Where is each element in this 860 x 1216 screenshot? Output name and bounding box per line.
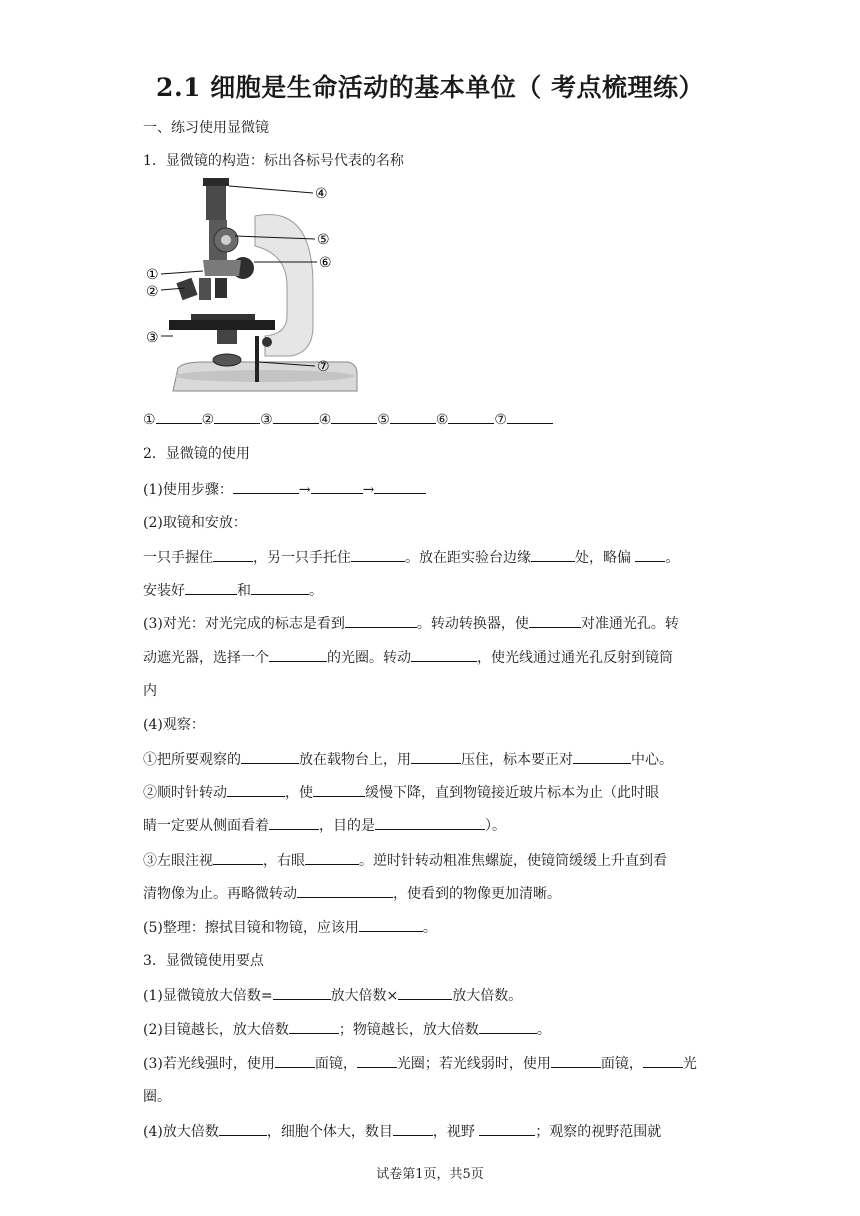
answer-mark-6: ⑥ (435, 412, 449, 428)
text: 对准通光孔。转 (580, 616, 679, 632)
answer-mark-4: ④ (318, 412, 332, 428)
stage-clips (191, 314, 255, 320)
question-2-heading: 2．显微镜的使用 (143, 446, 250, 462)
text: (3)对光：对光完成的标志是看到 (143, 616, 345, 632)
text: ，细胞个体大，数目 (266, 1124, 393, 1140)
blank[interactable] (479, 1019, 537, 1034)
answer-blank-4[interactable] (331, 409, 377, 424)
label-3: ③ (146, 330, 159, 346)
text: ，右眼 (263, 853, 305, 869)
text: ；物镜越长，放大倍数 (338, 1022, 479, 1038)
text: ③左眼注视 (143, 853, 213, 869)
label-7: ⑦ (317, 359, 330, 375)
q2-take-line-1 (143, 547, 679, 568)
eyepiece (206, 182, 226, 220)
answer-blank-2[interactable] (214, 409, 260, 424)
text: 。放在距实验台边缘 (405, 550, 531, 566)
blank[interactable] (269, 815, 319, 830)
text: 。转动转换器，使 (416, 616, 529, 632)
blank[interactable] (213, 850, 263, 865)
text: 动遮光器，选择一个 (143, 650, 269, 666)
microscope-arm (255, 214, 313, 356)
q2-light-line-1 (143, 613, 679, 634)
section-heading: 一、练习使用显微镜 (143, 120, 269, 136)
blank[interactable] (233, 479, 299, 494)
answer-mark-1: ① (143, 412, 156, 428)
q2-take-line-2 (143, 580, 323, 601)
text: (2)目镜越长，放大倍数 (143, 1022, 289, 1038)
text: 睛一定要从侧面看着 (143, 818, 269, 834)
q1-answer-row (143, 409, 553, 430)
text: (5)整理：擦拭目镜和物镜，应该用 (143, 920, 359, 936)
text: 光圈；若光线弱时，使用 (396, 1056, 551, 1072)
stage (169, 320, 275, 330)
answer-blank-6[interactable] (448, 409, 494, 424)
blank[interactable] (311, 479, 363, 494)
text: ，使看到的物像更加清晰。 (393, 886, 561, 902)
blank[interactable] (411, 647, 477, 662)
answer-blank-7[interactable] (507, 409, 553, 424)
mirror (213, 354, 241, 366)
text: 安装好 (143, 583, 185, 599)
q2-subheading-observe: (4)观察： (143, 717, 205, 733)
objective-1 (176, 278, 197, 300)
pillar (255, 336, 259, 382)
text: ，目的是 (319, 818, 375, 834)
text: 。 (536, 1022, 551, 1038)
blank[interactable] (241, 749, 299, 764)
text: ②顺时针转动 (143, 785, 227, 801)
q3-line-4 (143, 1121, 661, 1142)
blank[interactable] (219, 1121, 267, 1136)
answer-mark-7: ⑦ (494, 412, 507, 428)
q3-line-3b: 圈。 (143, 1089, 171, 1105)
text: ；观察的视野范围就 (535, 1124, 662, 1140)
blank[interactable] (643, 1053, 683, 1068)
text: 缓慢下降，直到物镜接近玻片标本为止（此时眼 (365, 785, 659, 801)
answer-mark-5: ⑤ (377, 412, 390, 428)
text: 压住，标本要正对 (461, 752, 573, 768)
text: (1)显微镜放大倍数= (143, 988, 273, 1004)
q2-cleanup (143, 917, 437, 938)
leader-4 (229, 186, 313, 193)
q3-line-3a (143, 1053, 697, 1074)
blank[interactable] (529, 613, 581, 628)
text: ①把所要观察的 (143, 752, 241, 768)
q2-light-line-2 (143, 647, 673, 668)
microscope-diagram (143, 176, 373, 404)
text: 。逆时针转动粗准焦螺旋，使镜筒缓缓上升直到看 (359, 853, 667, 869)
text: 处，略偏 (575, 550, 631, 566)
text: (3)若光线强时，使用 (143, 1056, 275, 1072)
blank[interactable] (573, 749, 631, 764)
q3-line-1 (143, 985, 522, 1006)
text: 放大倍数× (330, 988, 399, 1004)
q3-line-2 (143, 1019, 551, 1040)
answer-mark-3: ③ (260, 412, 273, 428)
label-2: ② (146, 284, 159, 300)
page-title: 2.1 细胞是生命活动的基本单位（ 考点梳理练） (156, 73, 704, 102)
objective-3 (215, 278, 227, 298)
q2-observe-2b (143, 815, 506, 836)
text: 放大倍数。 (452, 988, 523, 1004)
answer-blank-5[interactable] (390, 409, 436, 424)
text: 和 (237, 583, 251, 599)
blank[interactable] (297, 883, 393, 898)
text: 放在载物台上，用 (299, 752, 411, 768)
coarse-knob-center (221, 235, 231, 245)
question-1-heading: 1．显微镜的构造：标出各标号代表的名称 (143, 153, 404, 169)
label-4: ④ (315, 186, 328, 202)
blank[interactable] (411, 749, 461, 764)
blank[interactable] (531, 547, 575, 562)
text: ）。 (485, 818, 506, 834)
label-6: ⑥ (319, 255, 332, 271)
text: 。 (309, 583, 323, 599)
nosepiece (203, 260, 241, 276)
answer-blank-1[interactable] (156, 409, 202, 424)
text: 一只手握住 (143, 550, 213, 566)
label-1: ① (146, 267, 159, 283)
q2-light-line-3: 内 (143, 683, 157, 699)
page-footer: 试卷第1页，共5页 (376, 1167, 484, 1182)
text: 清物像为止。再略微转动 (143, 886, 297, 902)
text: ，另一只手托住 (253, 550, 351, 566)
blank[interactable] (398, 985, 452, 1000)
blank[interactable] (227, 782, 285, 797)
blank[interactable] (305, 850, 359, 865)
arrow: → (298, 482, 311, 498)
blank[interactable] (375, 815, 485, 830)
blank[interactable] (289, 1019, 339, 1034)
text: 的光圈。转动 (327, 650, 411, 666)
text: 面镜， (314, 1056, 357, 1072)
blank[interactable] (269, 647, 327, 662)
text: 。 (422, 920, 437, 936)
text: (4)放大倍数 (143, 1124, 219, 1140)
blank[interactable] (313, 782, 365, 797)
small-knob (262, 337, 272, 347)
blank[interactable] (251, 580, 309, 595)
blank[interactable] (351, 547, 405, 562)
objective-2 (199, 278, 211, 300)
label-5: ⑤ (317, 232, 330, 248)
blank[interactable] (185, 580, 237, 595)
blank[interactable] (551, 1053, 601, 1068)
blank[interactable] (275, 1053, 315, 1068)
text: 光 (682, 1056, 697, 1072)
blank[interactable] (359, 917, 423, 932)
eyepiece-top (203, 178, 229, 186)
text: 面镜， (600, 1056, 643, 1072)
blank[interactable] (393, 1121, 433, 1136)
diaphragm (217, 330, 237, 344)
text: ，使 (285, 785, 313, 801)
blank[interactable] (345, 613, 417, 628)
text: ，使光线通过通光孔反射到镜筒 (477, 650, 673, 666)
q2-observe-2a (143, 782, 659, 803)
q2-observe-3b (143, 883, 561, 904)
text: 中心。 (631, 752, 673, 768)
blank[interactable] (635, 547, 665, 562)
leader-1 (161, 271, 203, 274)
text: (1)使用步骤： (143, 482, 233, 498)
question-3-heading: 3．显微镜使用要点 (143, 953, 264, 969)
answer-mark-2: ② (201, 412, 215, 428)
arrow: → (362, 482, 375, 498)
blank[interactable] (273, 985, 331, 1000)
q2-subheading-take: (2)取镜和安放： (143, 515, 247, 531)
blank[interactable] (479, 1121, 535, 1136)
blank[interactable] (357, 1053, 397, 1068)
blank[interactable] (374, 479, 426, 494)
text: 。 (665, 550, 680, 566)
text: ，视野 (432, 1124, 475, 1140)
blank[interactable] (213, 547, 253, 562)
answer-blank-3[interactable] (273, 409, 319, 424)
q2-steps (143, 479, 426, 500)
q2-observe-3a (143, 850, 667, 871)
q2-observe-1 (143, 749, 673, 770)
